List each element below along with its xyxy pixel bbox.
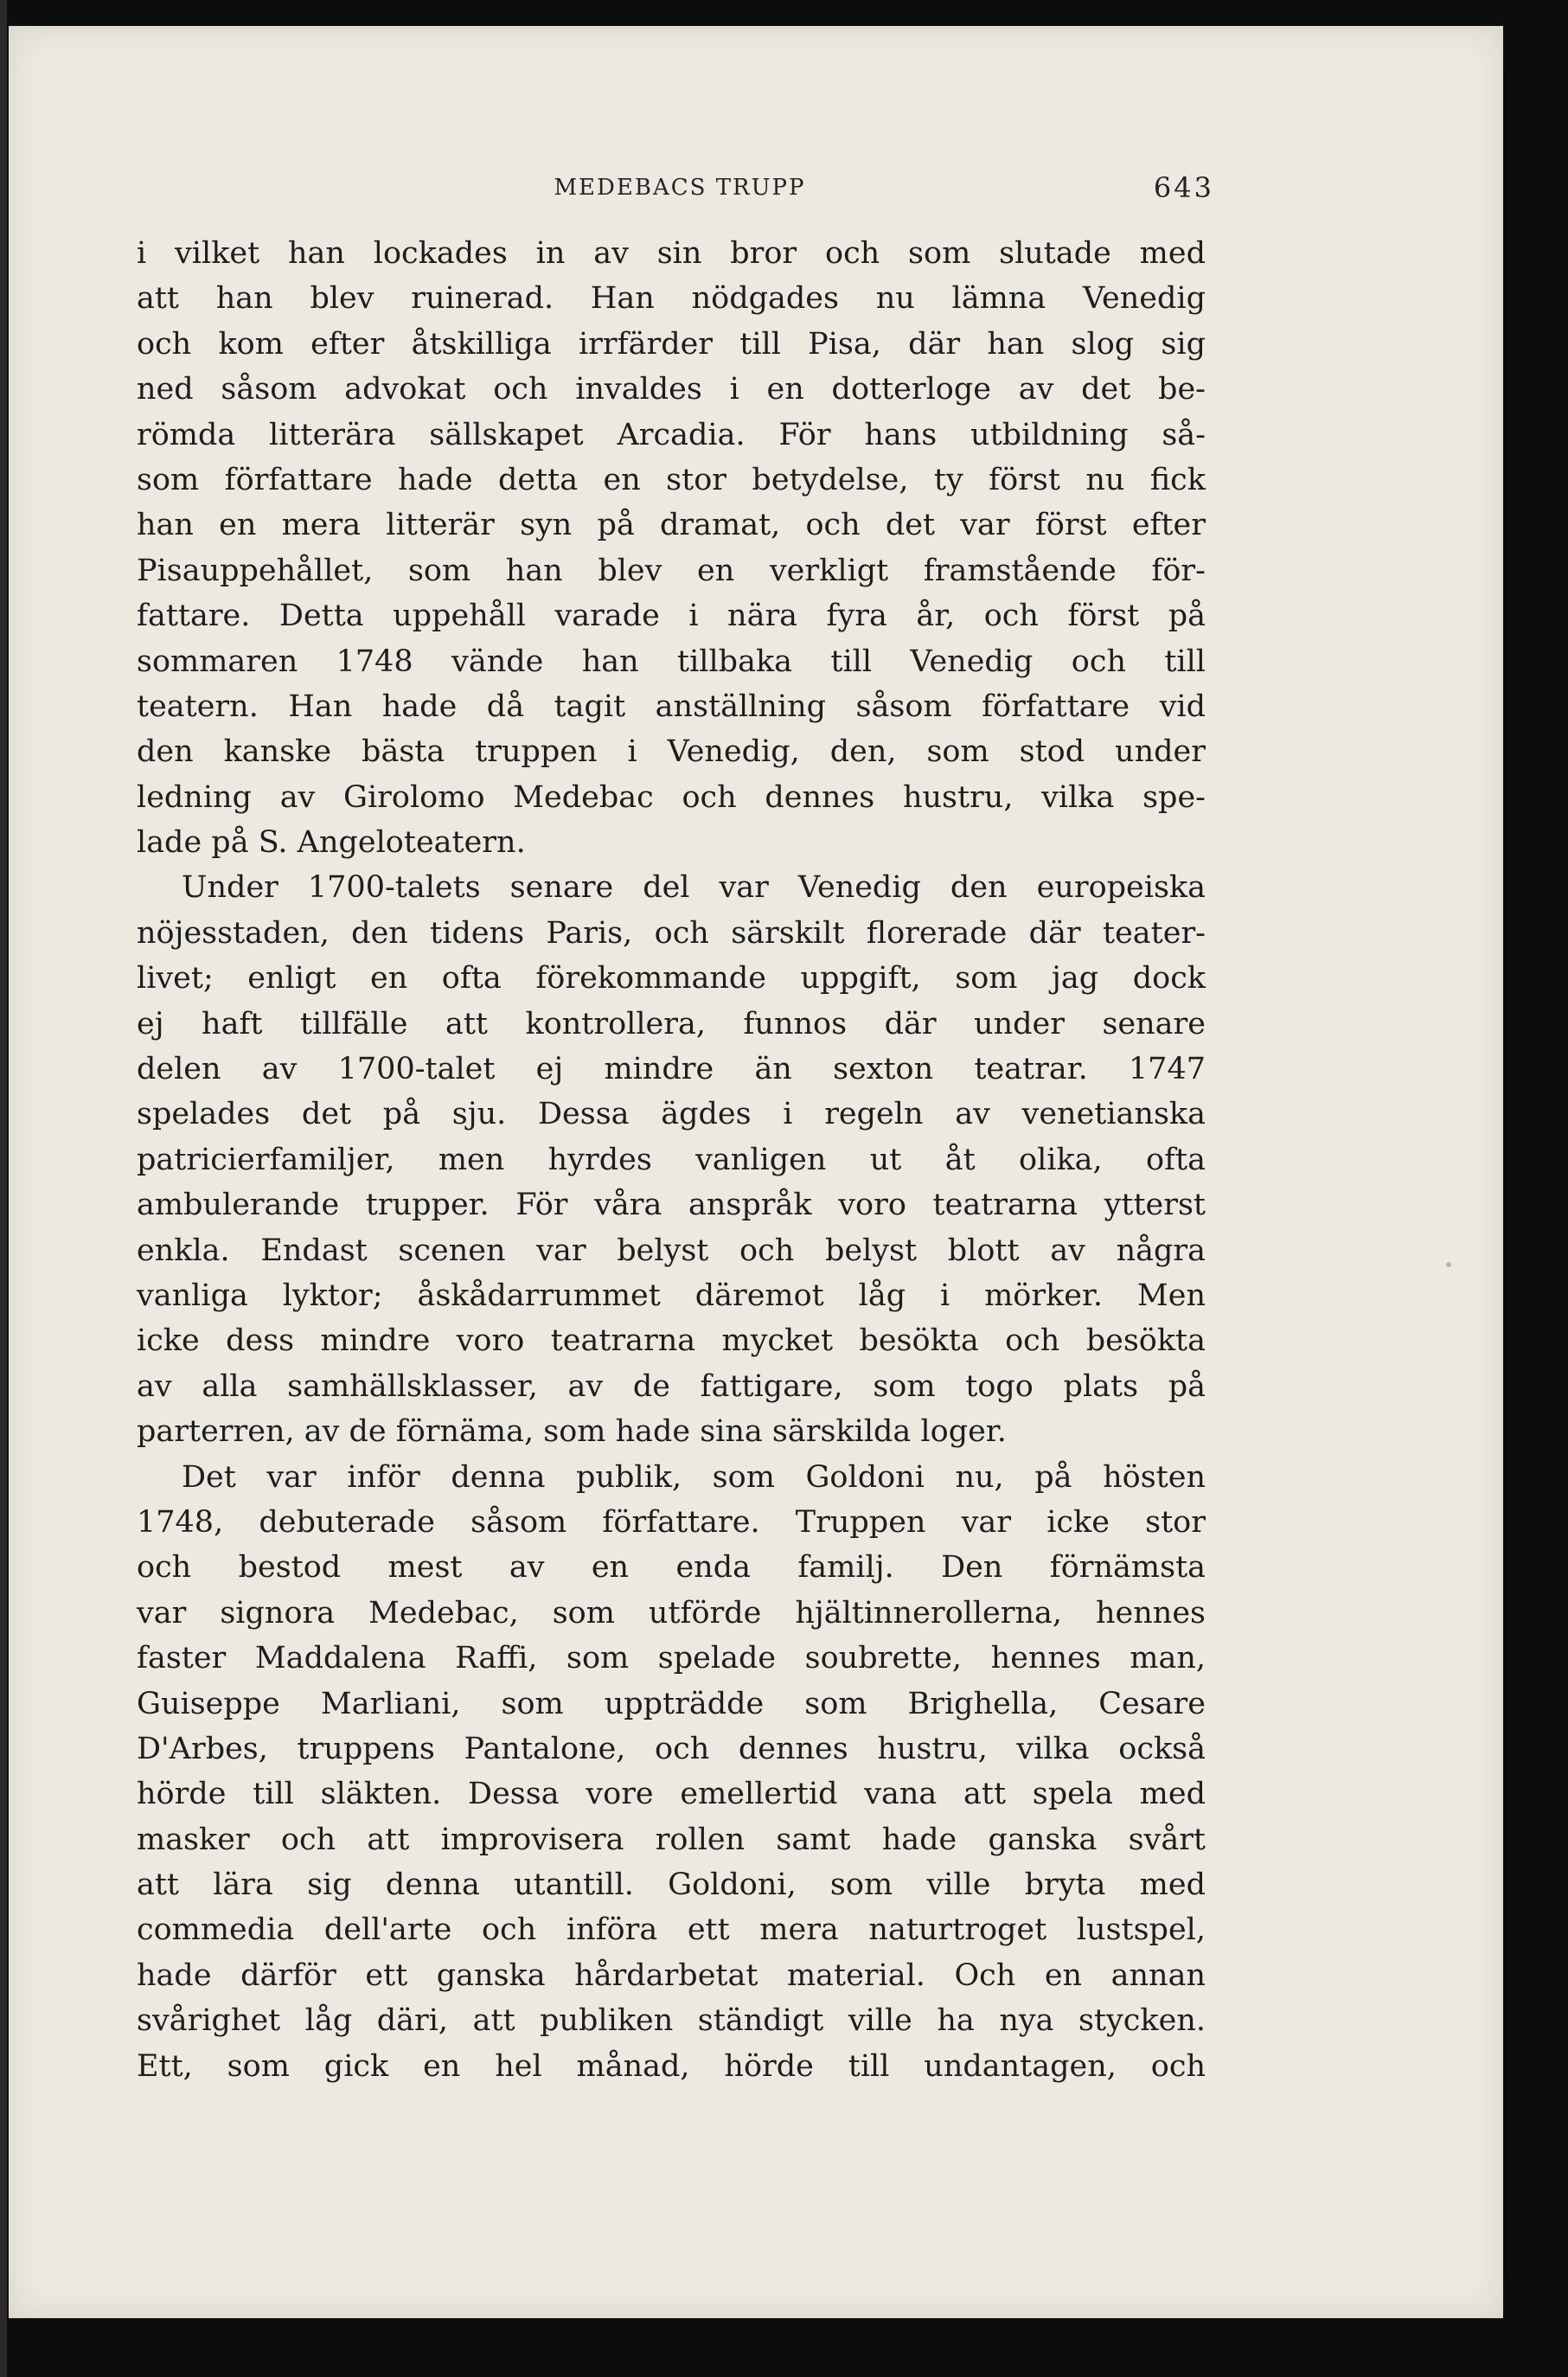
text-line: att han blev ruinerad. Han nödgades nu lämna Venedig xyxy=(137,281,1206,317)
text-line: delen av 1700-talet ej mindre än sexton teatrar. 1747 xyxy=(137,1052,1206,1087)
text-line: patricierfamiljer, men hyrdes vanligen ut åt olika, ofta xyxy=(137,1142,1206,1177)
text-line: den kanske bästa truppen i Venedig, den, som stod under xyxy=(137,734,1206,770)
text-line: enkla. Endast scenen var belyst och belyst blott av några xyxy=(137,1233,1206,1268)
text-line: ambulerande trupper. För våra anspråk voro teatrarna ytterst xyxy=(137,1188,1206,1223)
text-line: sommaren 1748 vände han tillbaka till Venedig och till xyxy=(137,644,1206,679)
text-line: och kom efter åtskilliga irrfärder till Pisa, där han slog sig xyxy=(137,326,1206,362)
text-line: som författare hade detta en stor betydelse, ty först nu fick xyxy=(137,462,1206,497)
text-line: 1748, debuterade såsom författare. Truppen var icke stor xyxy=(137,1504,1206,1540)
text-line: livet; enligt en ofta förekommande uppgift, som jag dock xyxy=(137,961,1206,996)
text-line: var signora Medebac, som utförde hjältinnerollerna, hennes xyxy=(137,1595,1206,1631)
paper-speck xyxy=(1446,1262,1451,1267)
text-line: Under 1700-talets senare del var Venedig den europeiska xyxy=(182,870,1206,906)
running-header xyxy=(145,164,1214,216)
text-line: nöjesstaden, den tidens Paris, och särskilt florerade där teater- xyxy=(137,915,1206,951)
text-line: fattare. Detta uppehåll varade i nära fyra år, och först på xyxy=(137,599,1206,634)
text-line: hade därför ett ganska hårdarbetat material. Och en annan xyxy=(137,1957,1206,1993)
text-line: av alla samhällsklasser, av de fattigare, som togo plats på xyxy=(137,1368,1206,1404)
text-line: faster Maddalena Raffi, som spelade soubrette, hennes man, xyxy=(137,1641,1206,1676)
text-line: i vilket han lockades in av sin bror och som slutade med xyxy=(137,236,1206,271)
text-line: han en mera litterär syn på dramat, och det var först efter xyxy=(137,508,1206,543)
text-line: masker och att improvisera rollen samt hade ganska svårt xyxy=(137,1822,1206,1857)
text-line: commedia dell'arte och införa ett mera naturtroget lustspel, xyxy=(137,1912,1206,1948)
running-title: MEDEBACS TRUPP xyxy=(554,175,806,201)
text-line: spelades det på sju. Dessa ägdes i regeln av venetianska xyxy=(137,1097,1206,1132)
text-line: D'Arbes, truppens Pantalone, och dennes hustru, vilka också xyxy=(137,1731,1206,1766)
text-line: parterren, av de förnäma, som hade sina särskilda loger. xyxy=(137,1414,1007,1450)
text-line: svårighet låg däri, att publiken ständigt ville ha nya stycken. xyxy=(137,2003,1206,2039)
text-line: römda litterära sällskapet Arcadia. För hans utbildning så- xyxy=(137,417,1206,452)
text-line: lade på S. Angeloteatern. xyxy=(137,825,526,861)
text-line: Pisauppehållet, som han blev en verkligt framstående för- xyxy=(137,553,1206,588)
binding-edge xyxy=(0,0,7,2377)
text-line: icke dess mindre voro teatrarna mycket besökta och besökta xyxy=(137,1323,1206,1359)
text-line: ledning av Girolomo Medebac och dennes hustru, vilka spe- xyxy=(137,779,1206,815)
text-line: hörde till släkten. Dessa vore emellertid vana att spela med xyxy=(137,1777,1206,1812)
text-line: teatern. Han hade då tagit anställning såsom författare vid xyxy=(137,689,1206,724)
text-line: vanliga lyktor; åskådarrummet däremot låg i mörker. Men xyxy=(137,1278,1206,1313)
page-number: 643 xyxy=(1153,171,1214,204)
text-line: Guiseppe Marliani, som uppträdde som Brighella, Cesare xyxy=(137,1686,1206,1721)
body-text xyxy=(137,231,1206,2089)
text-line: och bestod mest av en enda familj. Den förnämsta xyxy=(137,1550,1206,1586)
text-line: ned såsom advokat och invaldes i en dotterloge av det be- xyxy=(137,372,1206,407)
text-line: Det var inför denna publik, som Goldoni nu, på hösten xyxy=(182,1459,1206,1495)
text-line: Ett, som gick en hel månad, hörde till undantagen, och xyxy=(137,2048,1206,2084)
text-line: att lära sig denna utantill. Goldoni, som ville bryta med xyxy=(137,1868,1206,1903)
text-line: ej haft tillfälle att kontrollera, funnos där under senare xyxy=(137,1006,1206,1041)
